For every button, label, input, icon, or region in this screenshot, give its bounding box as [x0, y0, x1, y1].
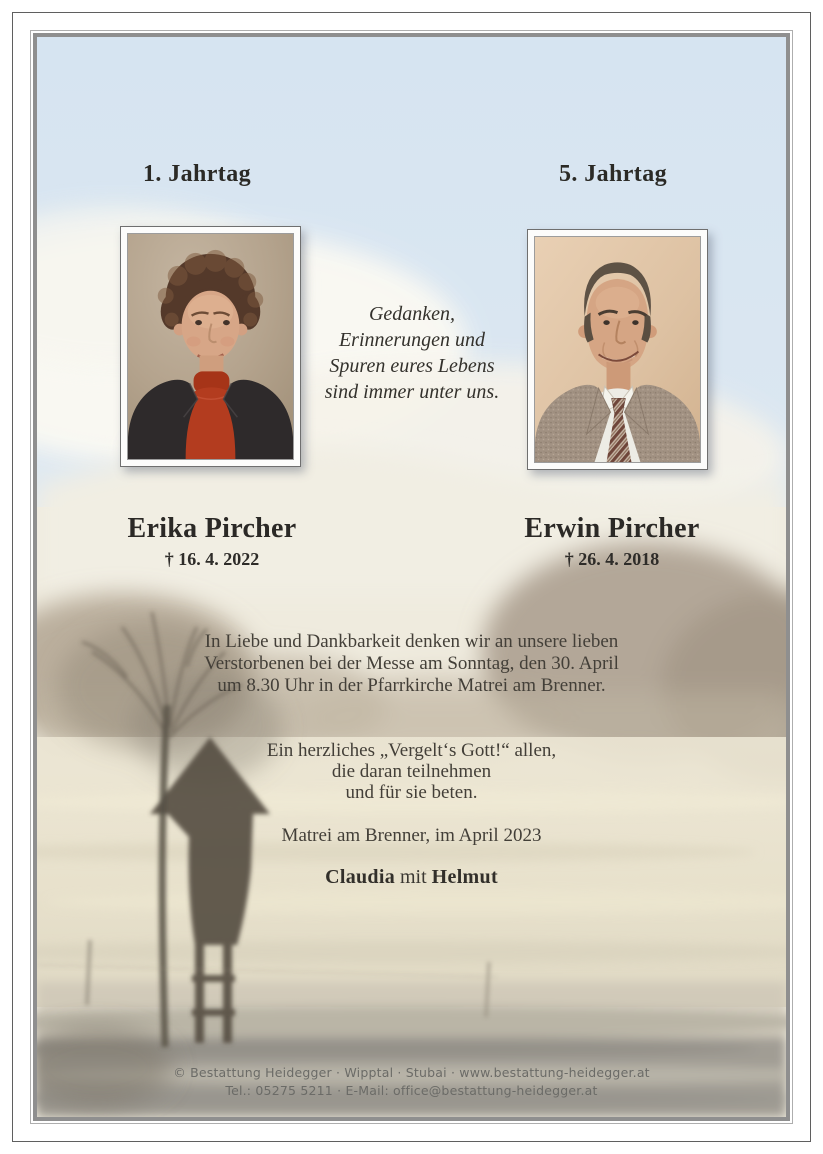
deceased-block-erika [92, 513, 332, 570]
thanks-line: und für sie beten. [345, 782, 478, 803]
anniversary-label-right: 5. Jahrtag [559, 161, 667, 187]
misty-landscape-background [37, 37, 786, 1117]
closing-connector: mit [395, 866, 432, 888]
closing-family-line [37, 866, 786, 888]
announcement-line: In Liebe und Dankbarkeit denken wir an unsere lieben [204, 631, 619, 652]
thanks-paragraph [37, 740, 786, 803]
death-date-erika: † 16. 4. 2022 [164, 549, 260, 569]
quote-line: Gedanken, [368, 303, 456, 325]
death-date-erwin: † 26. 4. 2018 [564, 549, 660, 569]
announcement-line: um 8.30 Uhr in der Pfarrkirche Matrei am Brenner. [217, 675, 606, 696]
closing-name-first: Claudia [325, 866, 395, 888]
remembrance-quote [252, 301, 572, 405]
quote-line: Erinnerungen und [338, 329, 486, 351]
announcement-line: Verstorbenen bei der Messe am Sonntag, den 30. April [204, 653, 619, 674]
quote-line: sind immer unter uns. [324, 381, 500, 403]
thanks-line: die daran teilnehmen [331, 761, 492, 782]
thanks-line: Ein herzliches „Vergelt‘s Gott!“ allen, [266, 740, 557, 761]
anniversary-label-left: 1. Jahrtag [143, 161, 251, 187]
place-date-line: Matrei am Brenner, im April 2023 [281, 825, 542, 846]
footer-line-contact: Tel.: 05275 5211 · E-Mail: office@bestattung-heidegger.at [225, 1082, 598, 1098]
deceased-block-erwin [492, 513, 732, 570]
footer-line-company: © Bestattung Heidegger · Wipptal · Stubai · www.bestattung-heidegger.at [173, 1065, 650, 1080]
funeral-home-footer [37, 1064, 786, 1099]
deceased-name-erwin: Erwin Pircher [524, 513, 700, 544]
mass-announcement [37, 631, 786, 697]
quote-line: Spuren eures Lebens [329, 355, 495, 377]
card-content [37, 37, 786, 1117]
deceased-name-erika: Erika Pircher [127, 513, 297, 544]
closing-name-second: Helmut [431, 866, 498, 888]
